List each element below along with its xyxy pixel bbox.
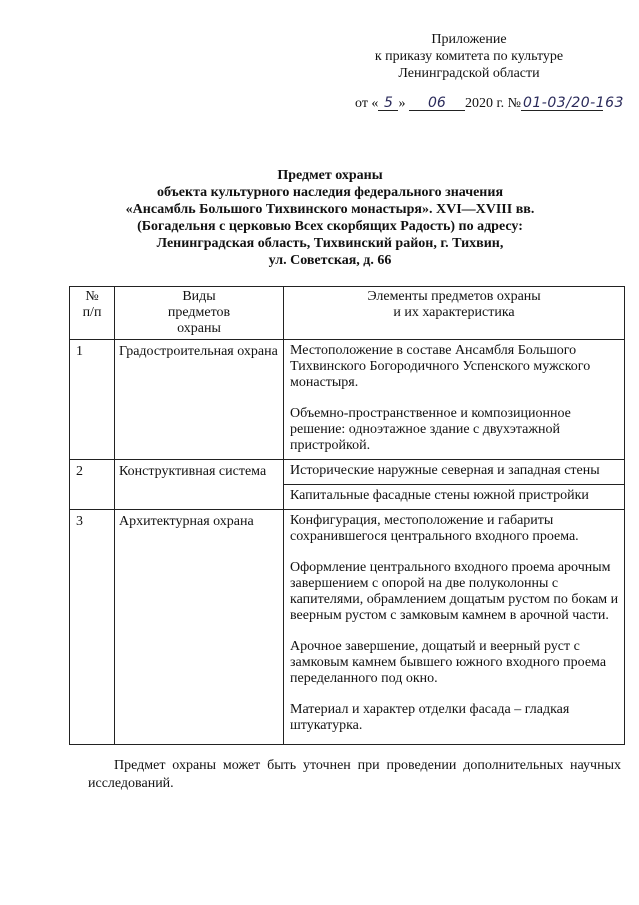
header-num: № п/п bbox=[70, 287, 115, 340]
row-num: 2 bbox=[70, 460, 115, 510]
protection-table bbox=[69, 286, 625, 745]
title-line-2: объекта культурного наследия федерального значения bbox=[156, 185, 504, 200]
document-title bbox=[88, 167, 572, 269]
table-header-row bbox=[70, 287, 625, 340]
row-kind: Градостроительная охрана bbox=[115, 340, 284, 460]
element-item: Материал и характер отделки фасада – гладкая штукатурка. bbox=[290, 702, 570, 733]
order-sep: » bbox=[398, 96, 406, 111]
row-kind: Конструктивная система bbox=[115, 460, 284, 510]
title-line-5: Ленинградская область, Тихвинский район, г. Тихвин, bbox=[156, 236, 504, 251]
appendix-order-ref: к приказу комитета по культуре bbox=[374, 49, 564, 64]
row-elements bbox=[284, 510, 625, 745]
row-kind: Архитектурная охрана bbox=[115, 510, 284, 745]
table-row bbox=[70, 460, 625, 510]
order-year: 2020 г. № bbox=[464, 96, 521, 111]
title-line-1: Предмет охраны bbox=[277, 168, 383, 183]
title-line-3: «Ансамбль Большого Тихвинского монастыря». XVI—XVIII вв. bbox=[125, 202, 535, 217]
title-line-4: (Богадельня с церковью Всех скорбящих Радость) по адресу: bbox=[137, 219, 523, 234]
order-number: 01-03/20-163 bbox=[522, 95, 624, 111]
order-prefix: от « bbox=[355, 96, 379, 111]
order-date-number bbox=[355, 95, 624, 112]
appendix-region: Ленинградской области bbox=[398, 66, 540, 81]
header-kind: Виды предметов охраны bbox=[115, 287, 284, 340]
element-item: Объемно-пространственное и композиционное решение: одноэтажное здание с двухэтажной пристройкой. bbox=[290, 406, 571, 453]
element-item: Конфигурация, местоположение и габариты сохранившегося центрального входного проема. bbox=[290, 513, 579, 544]
closing-note: Предмет охраны может быть уточнен при проведении дополнительных научных исследований. bbox=[88, 758, 621, 791]
header-elements: Элементы предметов охраны и их характеристика bbox=[284, 287, 625, 340]
row-num: 3 bbox=[70, 510, 115, 745]
row-elements bbox=[284, 460, 625, 510]
element-item: Капитальные фасадные стены южной пристройки bbox=[284, 484, 624, 509]
element-item: Оформление центрального входного проема арочным завершением с опорой на две полуколонны с капителями, обрамлением дощатым рустом по бокам и веерным рустом с замковым камнем в арочной части. bbox=[290, 560, 619, 623]
table-row bbox=[70, 510, 625, 745]
row-num: 1 bbox=[70, 340, 115, 460]
appendix-header bbox=[339, 31, 599, 82]
element-item: Арочное завершение, дощатый и веерный руст с замковым камнем бывшего южного входного проема переделанного под окно. bbox=[290, 639, 607, 686]
element-item: Местоположение в составе Ансамбля Большого Тихвинского Богородичного Успенского мужского монастыря. bbox=[290, 343, 591, 390]
title-line-6: ул. Советская, д. 66 bbox=[268, 253, 392, 268]
table-row bbox=[70, 340, 625, 460]
element-item: Исторические наружные северная и западная стены bbox=[290, 463, 600, 478]
row-elements bbox=[284, 340, 625, 460]
order-month: 06 bbox=[409, 96, 465, 111]
order-day: 5 bbox=[378, 96, 398, 111]
appendix-label: Приложение bbox=[431, 32, 507, 47]
